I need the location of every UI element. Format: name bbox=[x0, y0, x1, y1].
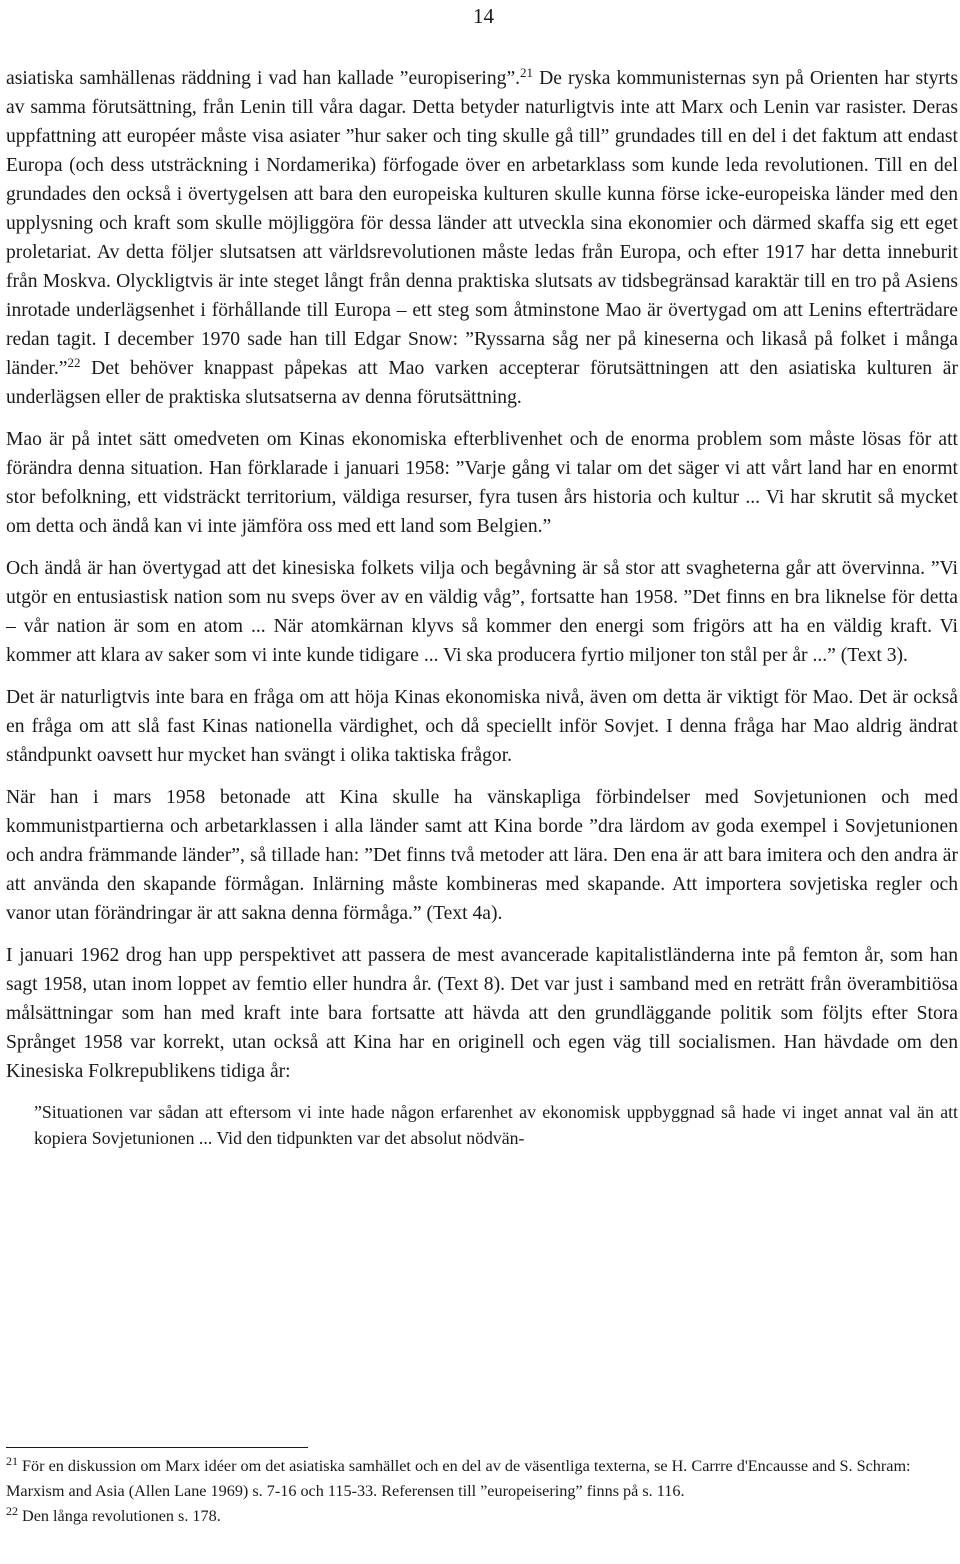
paragraph-1 bbox=[6, 64, 958, 412]
footnote-21 bbox=[6, 1454, 958, 1504]
paragraph-6: I januari 1962 drog han upp perspektivet att passera de mest avancerade kapitalistländerna inte på femton år, som han sagt 1958, utan inom loppet av femtio eller hundra år. (Text 8). Det var just i samband med en reträtt från överambitiösa målsättningar som han med kraft inte bara fortsatte att hävda att den grundläggande politik som följts efter Stora Språnget 1958 var korrekt, utan också att Kina har en originell och egen väg till socialismen. Han hävdade om den Kinesiska Folkrepublikens tidiga år: bbox=[6, 945, 958, 1082]
paragraph-1-text-a: asiatiska samhällenas räddning i vad han kallade ”europisering”. bbox=[6, 68, 521, 89]
paragraph-4: Det är naturligtvis inte bara en fråga om att höja Kinas ekonomiska nivå, även om detta är viktigt för Mao. Det är också en fråga om att slå fast Kinas nationella värdighet, och då speciellt inför Sovjet. I denna fråga har Mao aldrig ändrat ståndpunkt oavsett hur mycket han svängt i olika taktiska frågor. bbox=[6, 687, 958, 766]
footnote-22 bbox=[6, 1504, 958, 1529]
footnotes bbox=[6, 1447, 958, 1529]
footnote-divider bbox=[6, 1447, 308, 1448]
block-quote: ”Situationen var sådan att eftersom vi inte hade någon erfarenhet av ekonomisk uppbyggnad så hade vi inget annat val än att kopiera Sovjetunionen ... Vid den tidpunkten var det absolut nödvän- bbox=[34, 1102, 958, 1148]
paragraph-5: När han i mars 1958 betonade att Kina skulle ha vänskapliga förbindelser med Sovjetunionen och med kommunistpartierna och arbetarklassen i alla länder samt att Kina borde ”dra lärdom av goda exempel i Sovjetunionen och andra främmande länder”, så tillade han: ”Det finns två metoder att lära. Den ena är att bara imitera och den andra är att använda den skapande förmågan. Inlärning måste kombineras med skapande. Att importera sovjetiska regler och vanor utan förändringar är att sakna denna förmåga.” (Text 4a). bbox=[6, 787, 958, 924]
body-text bbox=[6, 64, 958, 1151]
footnote-marker-21: 21 bbox=[6, 1454, 18, 1468]
footnote-ref-22[interactable]: 22 bbox=[67, 355, 81, 370]
footnote-marker-22: 22 bbox=[6, 1504, 18, 1518]
paragraph-3: Och ändå är han övertygad att det kinesiska folkets vilja och begåvning är så stor att svagheterna går att övervinna. ”Vi utgör en entusiastisk nation som nu sveps över av en väldig våg”, fortsatte han 1958. ”Det finns en bra liknelse för detta – vår nation är som en atom ... När atomkärnan klyvs så kommer den energi som frigörs att ha en väldig kraft. Vi kommer att klara av saker som vi inte kunde tidigare ... Vi ska producera fyrtio miljoner ton stål per år ...” (Text 3). bbox=[6, 558, 958, 666]
paragraph-1-text-c: Det behöver knappast påpekas att Mao varken accepterar förutsättningen att den asiatiska kulturen är underlägsen eller de praktiska slutsatserna av denna förutsättning. bbox=[6, 358, 958, 408]
paragraph-1-text-b: De ryska kommunisternas syn på Orienten har styrts av samma förutsättning, från Lenin till våra dagar. Detta betyder naturligtvis inte att Marx och Lenin var rasister. Deras uppfattning att européer måste visa asiater ”hur saker och ting skulle gå till” grundades till en del i det faktum att endast Europa (och dess utsträckning i Nordamerika) förfogade över en arbetarklass som kunde leda revolutionen. Till en del grundades den också i övertygelsen att bara den europeiska kulturen skulle kunna förse icke-europeiska länder med den upplysning och kraft som skulle möjliggöra för dessa länder att utveckla sina ekonomier och därmed skaffa sig ett eget proletariat. Av detta följer slutsatsen att världsrevolutionen måste ledas från Europa, och efter 1917 har detta inneburit från Moskva. Olyckligtvis är inte steget långt från denna praktiska slutsats av tidsbegränsad karaktär till en tro på Asiens inrotade underlägsenhet i förhållande till Europa – ett steg som åtminstone Mao är övertygad om att Lenins efterträdare redan tagit. I december 1970 sade han till Edgar Snow: ”Ryssarna såg ner på kineserna och likaså på folket i många länder.” bbox=[6, 68, 958, 379]
footnote-21-text: För en diskussion om Marx idéer om det asiatiska samhället och en del av de väsentliga texterna, se H. Carrre d'Encausse and S. Schram: Marxism and Asia (Allen Lane 1969) s. 7-16 och 115-33. Referensen till ”europeisering” finns på s. 116. bbox=[6, 1457, 911, 1500]
footnote-22-text: Den långa revolutionen s. 178. bbox=[18, 1507, 221, 1525]
footnote-ref-21[interactable]: 21 bbox=[520, 65, 534, 80]
paragraph-2: Mao är på intet sätt omedveten om Kinas ekonomiska efterblivenhet och de enorma problem som måste lösas för att förändra denna situation. Han förklarade i januari 1958: ”Varje gång vi talar om det säger vi att vårt land har en enormt stor befolkning, ett vidsträckt territorium, väldiga resurser, fyra tusen års historia och kultur ... Vi har skrutit så mycket om detta och ändå kan vi inte jämföra oss med ett land som Belgien.” bbox=[6, 429, 958, 537]
page-number: 14 bbox=[473, 4, 494, 28]
